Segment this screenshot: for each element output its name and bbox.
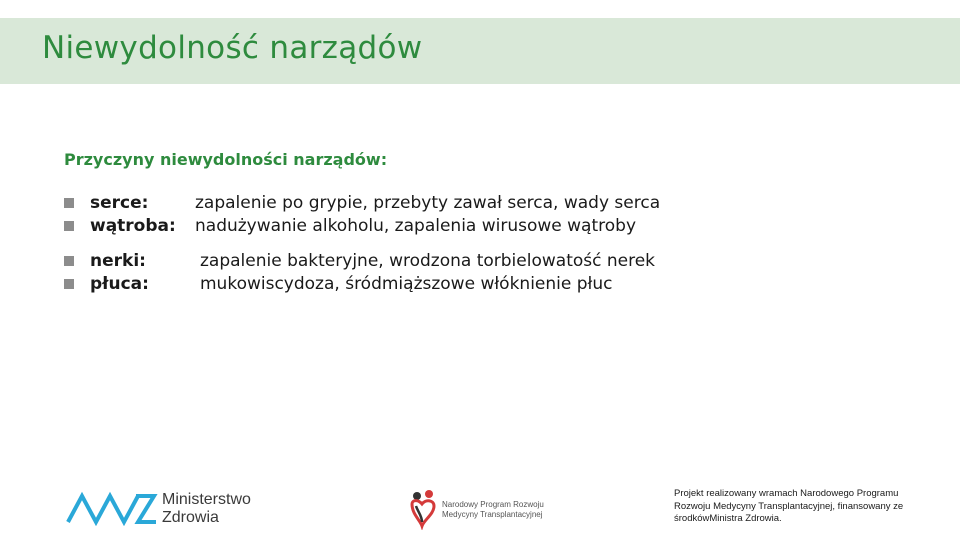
bullet-icon (64, 279, 74, 289)
program-name-line2: Medycyny Transplantacyjnej (442, 510, 543, 519)
organ-label: nerki: (90, 251, 146, 271)
organ-label: płuca: (90, 274, 149, 294)
ministry-logo (66, 490, 266, 530)
organ-label: serce: (90, 193, 149, 213)
page-title: Niewydolność narządów (42, 30, 423, 66)
bullet-icon (64, 221, 74, 231)
cause-description: nadużywanie alkoholu, zapalenia wirusowe wątroby (195, 216, 637, 236)
heart-program-logo-icon (408, 488, 440, 530)
causes-heading: Przyczyny niewydolności narządów: (64, 150, 388, 169)
ministry-name-line1: Ministerstwo (162, 491, 251, 508)
cause-description: zapalenie bakteryjne, wrodzona torbielowatość nerek (200, 251, 656, 271)
bullet-icon (64, 198, 74, 208)
cause-description: mukowiscydoza, śródmiąższowe włóknienie płuc (200, 274, 613, 294)
program-name-line1: Narodowy Program Rozwoju (442, 500, 544, 509)
cause-description: zapalenie po grypie, przebyty zawał serca, wady serca (195, 193, 661, 213)
transplant-program-logo (408, 488, 568, 532)
ministry-logo-icon (66, 490, 158, 526)
ministry-name-line2: Zdrowia (162, 509, 219, 526)
organ-label: wątroba: (90, 216, 176, 236)
bullet-icon (64, 256, 74, 266)
project-funding-note: Projekt realizowany wramach Narodowego Programu Rozwoju Medycyny Transplantacyjnej, finansowany ze środkówMinistra Zdrowia. (674, 488, 904, 524)
